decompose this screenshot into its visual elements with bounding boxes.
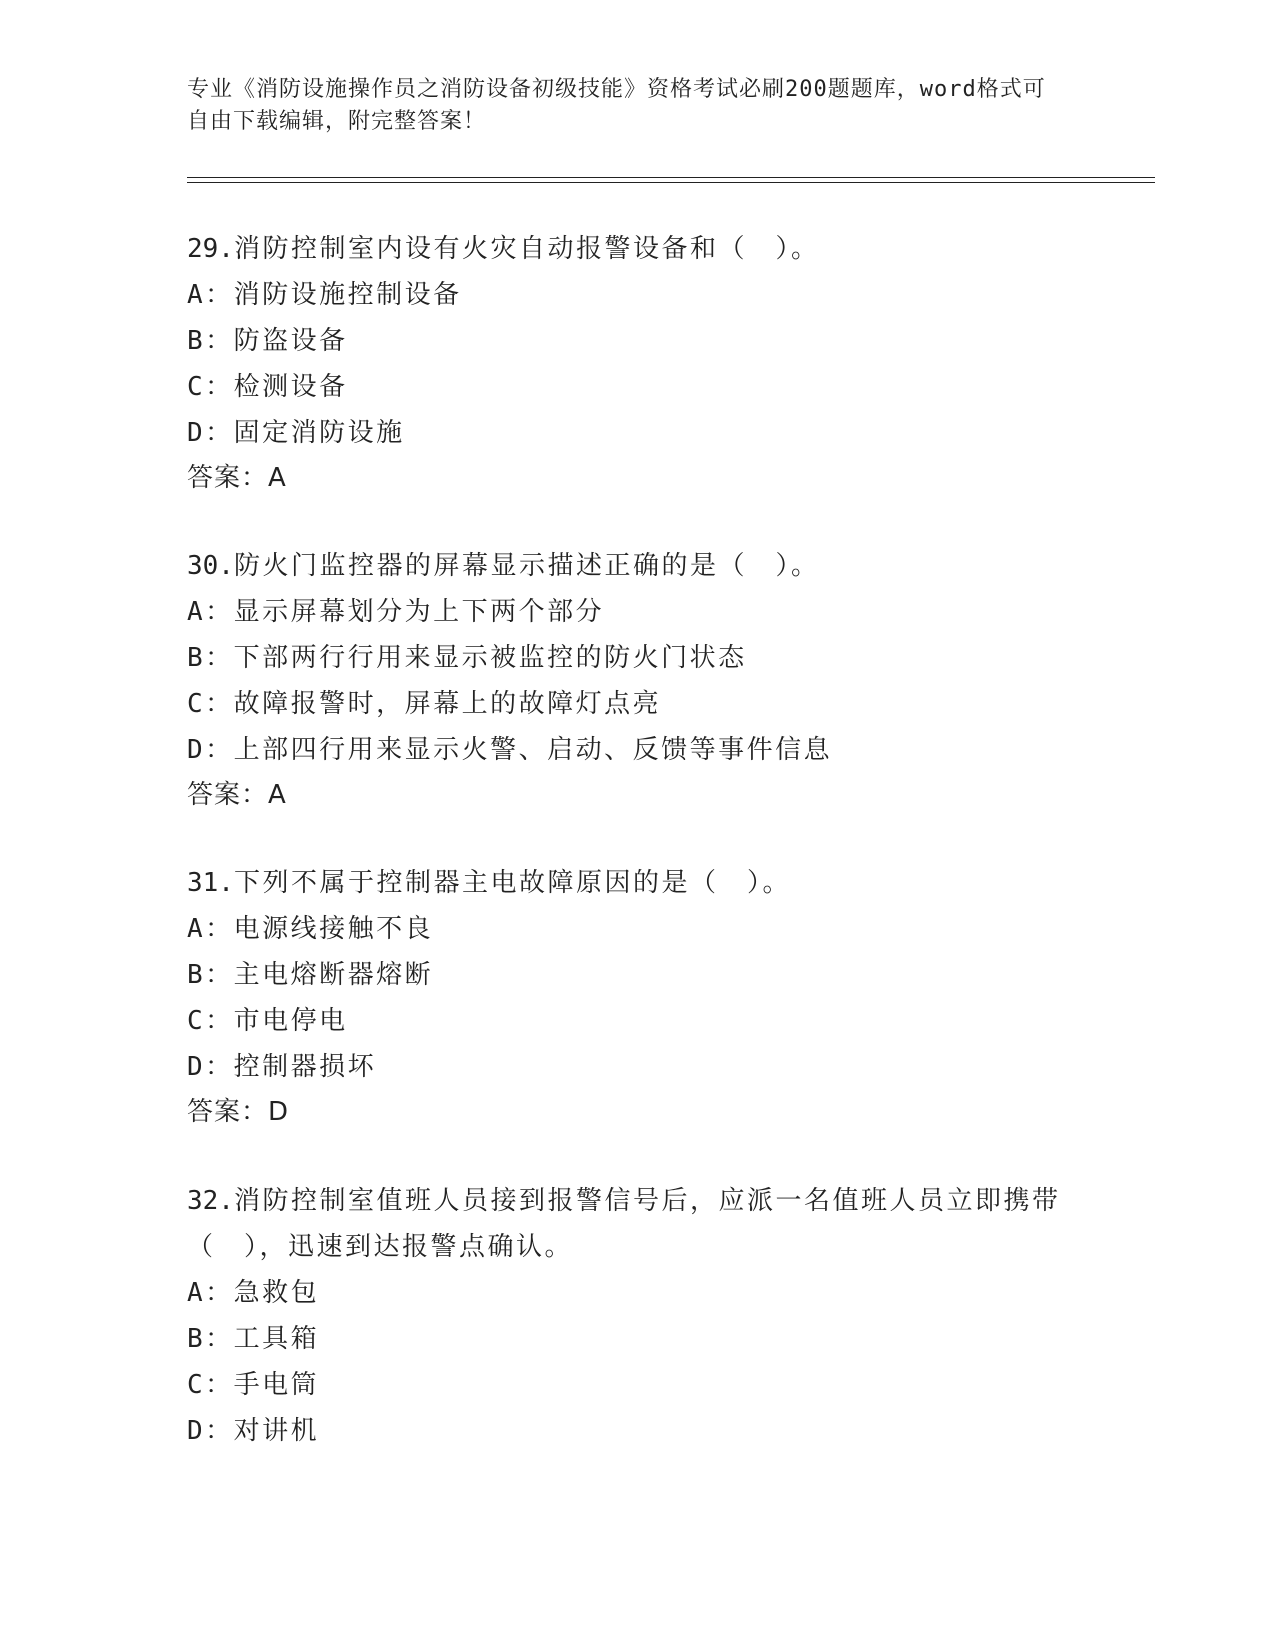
header-divider-bottom bbox=[187, 182, 1155, 183]
answer-line: 答案：D bbox=[187, 1097, 290, 1127]
option-a: A：急救包 bbox=[187, 1278, 320, 1308]
answer-line: 答案：A bbox=[187, 780, 287, 810]
option-a: A：电源线接触不良 bbox=[187, 914, 434, 944]
option-a: A：消防设施控制设备 bbox=[187, 280, 462, 310]
question-stem bbox=[187, 860, 1087, 906]
document-header: 专业《消防设施操作员之消防设备初级技能》资格考试必刷200题题库，word格式可自由下载编辑，附完整答案！ bbox=[187, 77, 1046, 134]
question-number: 30. bbox=[187, 551, 234, 581]
option-c: C：市电停电 bbox=[187, 1006, 348, 1036]
question-29 bbox=[187, 226, 1087, 500]
option-d: D：上部四行用来显示火警、启动、反馈等事件信息 bbox=[187, 735, 833, 765]
option-b: B：防盗设备 bbox=[187, 326, 348, 356]
header-divider-top bbox=[187, 177, 1155, 178]
question-32 bbox=[187, 1178, 1087, 1454]
question-31 bbox=[187, 860, 1087, 1134]
option-c: C：检测设备 bbox=[187, 372, 348, 402]
question-text: 消防控制室值班人员接到报警信号后，应派一名值班人员立即携带（ ），迅速到达报警点确认。 bbox=[187, 1186, 1061, 1262]
option-d: D：固定消防设施 bbox=[187, 418, 405, 448]
option-c: C：故障报警时，屏幕上的故障灯点亮 bbox=[187, 689, 662, 719]
answer-line: 答案：A bbox=[187, 463, 287, 493]
option-d: D：对讲机 bbox=[187, 1416, 320, 1446]
option-b: B：下部两行行用来显示被监控的防火门状态 bbox=[187, 643, 747, 673]
option-a: A：显示屏幕划分为上下两个部分 bbox=[187, 597, 605, 627]
question-30 bbox=[187, 543, 1087, 817]
option-b: B：主电熔断器熔断 bbox=[187, 960, 434, 990]
question-stem bbox=[187, 1178, 1087, 1270]
option-d: D：控制器损坏 bbox=[187, 1052, 377, 1082]
question-text: 防火门监控器的屏幕显示描述正确的是（ ）。 bbox=[233, 551, 820, 581]
question-stem bbox=[187, 543, 1087, 589]
question-text: 消防控制室内设有火灾自动报警设备和（ ）。 bbox=[233, 234, 820, 264]
question-number: 31. bbox=[187, 868, 234, 898]
question-stem bbox=[187, 226, 1087, 272]
question-number: 29. bbox=[187, 234, 234, 264]
option-c: C：手电筒 bbox=[187, 1370, 320, 1400]
question-number: 32. bbox=[187, 1186, 234, 1216]
option-b: B：工具箱 bbox=[187, 1324, 320, 1354]
question-text: 下列不属于控制器主电故障原因的是（ ）。 bbox=[233, 868, 791, 898]
